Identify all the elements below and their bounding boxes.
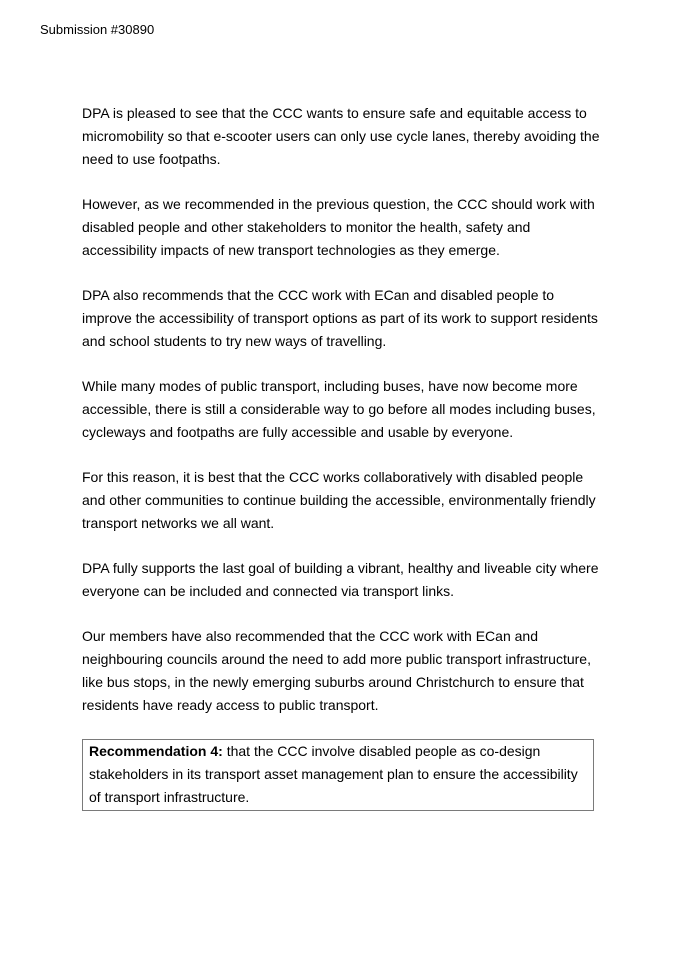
paragraph-stakeholders: However, as we recommended in the previous question, the CCC should work with disabled people and other stakeholders to monitor the health, safety and accessibility impacts of new transport technologies as they emerge.	[82, 196, 595, 258]
paragraph-collaboration: For this reason, it is best that the CCC works collaboratively with disabled people and other communities to continue building the accessible, environmentally friendly transport networks we all want.	[82, 469, 596, 531]
paragraph-ecan: DPA also recommends that the CCC work with ECan and disabled people to improve the accessibility of transport options as part of its work to support residents and school students to try new ways of travelling.	[82, 287, 598, 349]
recommendation-title: Recommendation 4:	[89, 743, 223, 759]
paragraph-infrastructure: Our members have also recommended that the CCC work with ECan and neighbouring councils around the need to add more public transport infrastructure, like bus stops, in the newly emerging suburbs around Christchurch to ensure that residents have ready access to public transport.	[82, 628, 591, 713]
paragraph-micromobility: DPA is pleased to see that the CCC wants to ensure safe and equitable access to micromobility so that e-scooter users can only use cycle lanes, thereby avoiding the need to use footpaths.	[82, 105, 600, 167]
document-body	[82, 102, 602, 811]
paragraph-vibrant-city: DPA fully supports the last goal of building a vibrant, healthy and liveable city where everyone can be included and connected via transport links.	[82, 560, 599, 599]
recommendation-box	[82, 739, 594, 811]
paragraph-public-transport: While many modes of public transport, including buses, have now become more accessible, there is still a considerable way to go before all modes including buses, cycleways and footpaths are fully accessible and usable by everyone.	[82, 378, 596, 440]
submission-number: Submission #30890	[40, 22, 155, 37]
recommendation-text: that the CCC involve disabled people as co-design stakeholders in its transport asset management plan to ensure the accessibility of transport infrastructure.	[89, 743, 578, 805]
